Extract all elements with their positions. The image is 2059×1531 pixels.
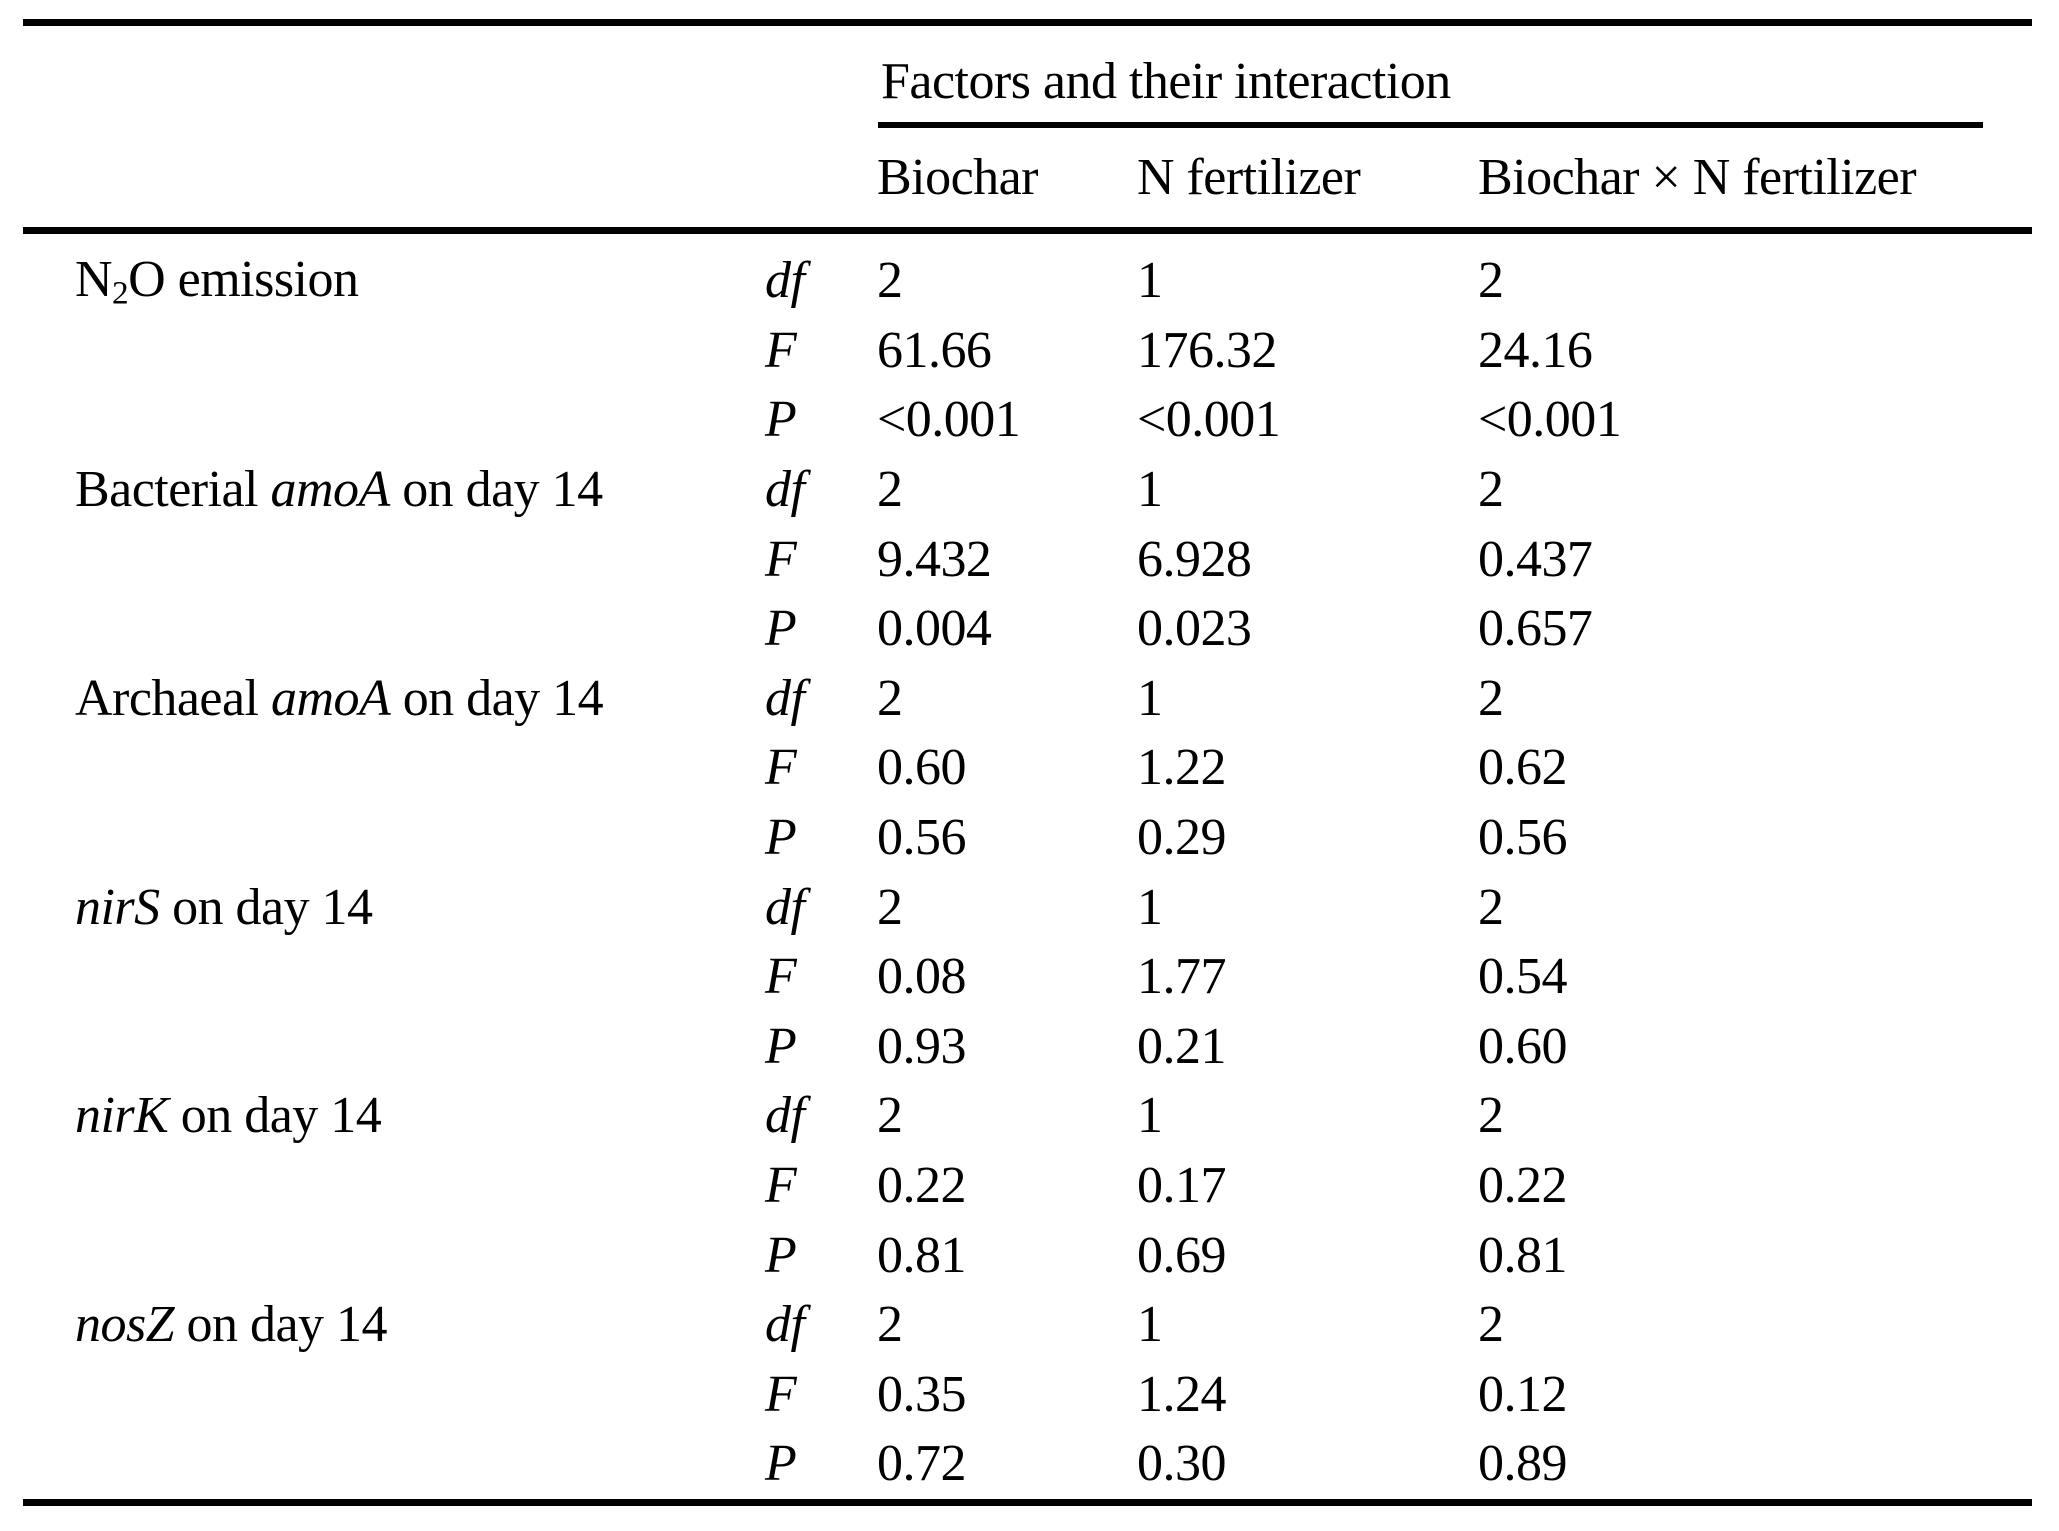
stat-key: P — [765, 1017, 797, 1075]
stat-value-n-fertilizer: 1.24 — [1137, 1365, 1226, 1423]
row-label-part: O emission — [128, 250, 359, 308]
table-header — [23, 26, 2032, 234]
stat-value-n-fertilizer: 176.32 — [1137, 321, 1277, 379]
stat-value-interaction: 0.56 — [1478, 809, 1567, 867]
stat-value-interaction: 2 — [1478, 1296, 1504, 1354]
row-label-part: nosZ — [75, 1296, 175, 1354]
stat-value-biochar: 0.93 — [877, 1017, 966, 1075]
stat-value-n-fertilizer: 1 — [1137, 461, 1163, 519]
stat-value-biochar: 0.35 — [877, 1365, 966, 1423]
group-header — [878, 26, 1983, 128]
row-label-part: amoA — [270, 461, 390, 519]
stat-key: P — [765, 1435, 797, 1493]
stat-value-n-fertilizer: 0.30 — [1137, 1435, 1226, 1493]
row-label — [23, 250, 765, 312]
row-label-part: on day 14 — [159, 878, 373, 936]
row-label-part: on day 14 — [389, 461, 603, 519]
stat-value-n-fertilizer: 0.17 — [1137, 1157, 1226, 1215]
column-header-biochar: Biochar — [877, 149, 1038, 206]
stat-value-biochar: 2 — [877, 461, 903, 519]
stat-value-interaction: 0.12 — [1478, 1365, 1567, 1423]
table-row-0-df — [23, 246, 2032, 316]
row-label-part: Bacterial — [75, 461, 271, 519]
stat-value-interaction: 24.16 — [1478, 321, 1593, 379]
row-label-part: nirK — [75, 1087, 169, 1145]
table-row-2-F — [23, 733, 2032, 803]
table-row-1-F — [23, 524, 2032, 594]
stat-value-biochar: 0.60 — [877, 739, 966, 797]
stat-key: df — [765, 1087, 805, 1145]
table-row-1-P — [23, 594, 2032, 664]
stat-key: F — [765, 321, 797, 379]
row-label-part: N — [75, 250, 113, 308]
row-label-part: 2 — [112, 273, 129, 311]
stat-value-interaction: 0.657 — [1478, 600, 1593, 658]
row-label-part: on day 14 — [168, 1087, 382, 1145]
stat-value-n-fertilizer: 1 — [1137, 252, 1163, 310]
row-label-part: amoA — [270, 669, 391, 727]
stat-value-n-fertilizer: 1 — [1137, 1296, 1163, 1354]
stat-value-biochar: 0.81 — [877, 1226, 966, 1284]
column-header-biochar-x-n-fertilizer: Biochar × N fertilizer — [1478, 149, 1917, 206]
stat-key: P — [765, 809, 797, 867]
column-header-n-fertilizer: N fertilizer — [1137, 149, 1361, 206]
stat-value-biochar: 9.432 — [877, 530, 992, 588]
table-row-2-P — [23, 803, 2032, 873]
stat-key: df — [765, 1296, 805, 1354]
stat-value-interaction: 0.81 — [1478, 1226, 1567, 1284]
stat-key: F — [765, 1365, 797, 1423]
row-label — [23, 460, 765, 519]
table-row-3-df — [23, 872, 2032, 942]
stat-key: df — [765, 878, 805, 936]
stat-key: P — [765, 1226, 797, 1284]
stat-key: F — [765, 1157, 797, 1215]
stat-value-biochar: 2 — [877, 1087, 903, 1145]
stat-value-biochar: 0.72 — [877, 1435, 966, 1493]
row-label-part: on day 14 — [390, 669, 604, 727]
table-row-5-P — [23, 1429, 2032, 1499]
stat-value-biochar: 0.56 — [877, 809, 966, 867]
stat-value-n-fertilizer: 0.21 — [1137, 1017, 1226, 1075]
stat-value-interaction: 0.62 — [1478, 739, 1567, 797]
stat-value-n-fertilizer: 1 — [1137, 878, 1163, 936]
stat-value-interaction: 0.437 — [1478, 530, 1593, 588]
table-body — [23, 234, 2032, 1499]
stat-value-biochar: 2 — [877, 252, 903, 310]
stat-value-interaction: 0.22 — [1478, 1157, 1567, 1215]
table-row-4-F — [23, 1151, 2032, 1221]
stat-value-interaction: 2 — [1478, 461, 1504, 519]
row-label-part: on day 14 — [174, 1296, 387, 1354]
stat-value-n-fertilizer: 1.77 — [1137, 948, 1226, 1006]
column-header-row — [23, 128, 2032, 227]
table-row-3-P — [23, 1012, 2032, 1082]
stat-value-biochar: 2 — [877, 1296, 903, 1354]
stat-key: P — [765, 391, 797, 449]
stat-key: F — [765, 739, 797, 797]
table-row-5-df — [23, 1290, 2032, 1360]
stat-value-interaction: 2 — [1478, 1087, 1504, 1145]
stat-value-n-fertilizer: 1.22 — [1137, 739, 1226, 797]
stat-key: df — [765, 461, 805, 519]
stat-value-biochar: 61.66 — [877, 321, 992, 379]
table-row-4-P — [23, 1220, 2032, 1290]
table-row-0-F — [23, 316, 2032, 386]
stat-value-interaction: 2 — [1478, 669, 1504, 727]
table-row-4-df — [23, 1081, 2032, 1151]
stat-value-biochar: 0.08 — [877, 948, 966, 1006]
stat-key: P — [765, 600, 797, 658]
stat-value-biochar: 2 — [877, 878, 903, 936]
stat-value-n-fertilizer: 1 — [1137, 1087, 1163, 1145]
stat-value-n-fertilizer: 6.928 — [1137, 530, 1252, 588]
stat-value-interaction: 0.60 — [1478, 1017, 1567, 1075]
row-label — [23, 669, 765, 728]
stat-value-biochar: 0.004 — [877, 600, 992, 658]
stat-value-interaction: 0.89 — [1478, 1435, 1567, 1493]
row-label — [23, 1295, 765, 1354]
stat-value-n-fertilizer: 1 — [1137, 669, 1163, 727]
row-label-part: nirS — [75, 878, 160, 936]
stat-value-interaction: 2 — [1478, 878, 1504, 936]
row-label — [23, 878, 765, 937]
stat-value-n-fertilizer: <0.001 — [1137, 391, 1281, 449]
anova-table — [23, 19, 2032, 1506]
table-row-3-F — [23, 942, 2032, 1012]
stat-value-n-fertilizer: 0.023 — [1137, 600, 1252, 658]
stat-key: F — [765, 530, 797, 588]
stat-value-n-fertilizer: 0.29 — [1137, 809, 1226, 867]
table-row-0-P — [23, 385, 2032, 455]
row-label — [23, 1086, 765, 1145]
stat-value-interaction: 0.54 — [1478, 948, 1567, 1006]
stat-key: F — [765, 948, 797, 1006]
stat-value-interaction: <0.001 — [1478, 391, 1622, 449]
group-header-label: Factors and their interaction — [881, 53, 1451, 110]
stat-key: df — [765, 669, 805, 727]
table-row-2-df — [23, 664, 2032, 734]
stat-key: df — [765, 252, 805, 310]
stat-value-biochar: 2 — [877, 669, 903, 727]
stat-value-biochar: 0.22 — [877, 1157, 966, 1215]
table-row-5-F — [23, 1360, 2032, 1430]
stat-value-n-fertilizer: 0.69 — [1137, 1226, 1226, 1284]
table-row-1-df — [23, 455, 2032, 525]
row-label-part: Archaeal — [75, 669, 271, 727]
stat-value-biochar: <0.001 — [877, 391, 1021, 449]
stat-value-interaction: 2 — [1478, 252, 1504, 310]
